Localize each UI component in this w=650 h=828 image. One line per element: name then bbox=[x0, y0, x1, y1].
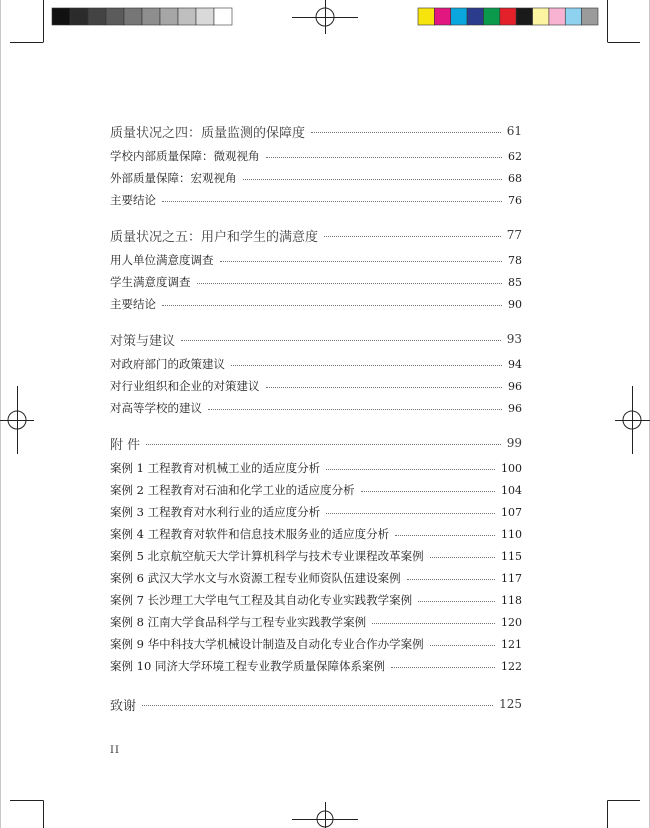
dot-leader bbox=[311, 132, 501, 133]
color-swatch bbox=[533, 8, 549, 25]
toc-entry bbox=[110, 655, 522, 677]
toc-entry-page: 96 bbox=[508, 379, 522, 393]
gray-swatch bbox=[52, 8, 70, 25]
crop-mark-bottom-right bbox=[608, 801, 641, 828]
crop-mark-bottom-left bbox=[10, 801, 44, 828]
toc-entry bbox=[110, 523, 522, 545]
toc-section bbox=[110, 432, 522, 677]
toc-entry-page: 121 bbox=[501, 637, 522, 651]
toc-entry bbox=[110, 457, 522, 479]
toc-entry-title: 用人单位满意度调查 bbox=[110, 253, 214, 267]
toc-entry-page: 100 bbox=[501, 461, 522, 475]
toc-entry-title: 主要结论 bbox=[110, 193, 156, 207]
toc-heading-page: 77 bbox=[506, 228, 522, 242]
toc-entry-page: 78 bbox=[508, 253, 522, 267]
gray-swatch bbox=[178, 8, 196, 25]
toc-heading bbox=[110, 224, 522, 246]
toc-entry-page: 76 bbox=[508, 193, 522, 207]
toc-entry-title: 案例 6 武汉大学水文与水资源工程专业师资队伍建设案例 bbox=[110, 571, 401, 585]
toc-heading bbox=[110, 432, 522, 454]
toc-entry-title: 主要结论 bbox=[110, 297, 156, 311]
dot-leader bbox=[372, 623, 495, 624]
gray-swatch bbox=[160, 8, 178, 25]
dot-leader bbox=[430, 557, 495, 558]
toc-entry-page: 94 bbox=[508, 357, 522, 371]
toc-acknowledgement bbox=[110, 693, 522, 715]
toc-entry bbox=[110, 353, 522, 375]
color-swatch bbox=[451, 8, 467, 25]
toc-section bbox=[110, 120, 522, 211]
toc-entry bbox=[110, 545, 522, 567]
gray-swatch bbox=[214, 8, 232, 25]
toc-entry-title: 案例 8 江南大学食品科学与工程专业实践教学案例 bbox=[110, 615, 367, 629]
toc-entry bbox=[110, 567, 522, 589]
toc-entry-title: 案例 3 工程教育对水利行业的适应度分析 bbox=[110, 505, 321, 519]
toc-entry bbox=[110, 249, 522, 271]
toc-entry-page: 120 bbox=[501, 615, 522, 629]
dot-leader bbox=[266, 157, 503, 158]
dot-leader bbox=[197, 283, 503, 284]
dot-leader bbox=[266, 387, 503, 388]
toc-entry-title: 案例 4 工程教育对软件和信息技术服务业的适应度分析 bbox=[110, 527, 390, 541]
toc-entry-title: 案例 9 华中科技大学机械设计制造及自动化专业合作办学案例 bbox=[110, 637, 424, 651]
color-swatch bbox=[500, 8, 516, 25]
dot-leader bbox=[220, 261, 503, 262]
dot-leader bbox=[181, 340, 501, 341]
crop-mark-top-right bbox=[608, 0, 641, 43]
gray-swatch bbox=[196, 8, 214, 25]
toc-entry bbox=[110, 167, 522, 189]
toc-section bbox=[110, 224, 522, 315]
toc-section bbox=[110, 328, 522, 419]
toc-heading-page: 61 bbox=[506, 124, 522, 138]
toc-entry bbox=[110, 271, 522, 293]
registration-mark-right bbox=[615, 386, 650, 454]
color-swatch bbox=[549, 8, 565, 25]
toc-acknowledgement-title: 致谢 bbox=[110, 698, 137, 714]
process-color-bar bbox=[418, 8, 598, 25]
dot-leader bbox=[430, 645, 495, 646]
dot-leader bbox=[391, 667, 495, 668]
toc-heading bbox=[110, 328, 522, 350]
dot-leader bbox=[146, 444, 501, 445]
toc-entry-title: 案例 10 同济大学环境工程专业教学质量保障体系案例 bbox=[110, 659, 385, 673]
toc-entry bbox=[110, 145, 522, 167]
toc-entry-page: 96 bbox=[508, 401, 522, 415]
toc-entry bbox=[110, 501, 522, 523]
registration-mark-top bbox=[292, 0, 358, 34]
dot-leader bbox=[208, 409, 502, 410]
crop-mark-top-left bbox=[10, 0, 44, 43]
toc-entry-title: 对政府部门的政策建议 bbox=[110, 357, 225, 371]
toc-entry-page: 62 bbox=[508, 149, 522, 163]
toc-entry-title: 对行业组织和企业的对策建议 bbox=[110, 379, 260, 393]
gray-swatch bbox=[88, 8, 106, 25]
dot-leader bbox=[407, 579, 495, 580]
dot-leader bbox=[324, 236, 501, 237]
toc-entry bbox=[110, 293, 522, 315]
registration-mark-left bbox=[0, 386, 34, 454]
dot-leader bbox=[395, 535, 495, 536]
toc-entry bbox=[110, 189, 522, 211]
color-swatch bbox=[467, 8, 483, 25]
toc-acknowledgement-page: 125 bbox=[499, 697, 522, 711]
toc-heading-title: 附 件 bbox=[110, 437, 141, 453]
dot-leader bbox=[162, 305, 502, 306]
color-swatch bbox=[483, 8, 499, 25]
color-swatch bbox=[516, 8, 532, 25]
grayscale-color-bar bbox=[52, 8, 232, 25]
toc-entry bbox=[110, 611, 522, 633]
gray-swatch bbox=[106, 8, 124, 25]
dot-leader bbox=[243, 179, 503, 180]
toc-entry bbox=[110, 633, 522, 655]
toc-entry-page: 104 bbox=[501, 483, 522, 497]
dot-leader bbox=[326, 469, 495, 470]
gray-swatch bbox=[124, 8, 142, 25]
toc-entry-title: 学校内部质量保障：微观视角 bbox=[110, 149, 260, 163]
table-of-contents bbox=[110, 120, 522, 718]
color-swatch bbox=[434, 8, 450, 25]
toc-entry-page: 110 bbox=[501, 527, 522, 541]
dot-leader bbox=[142, 705, 493, 706]
color-swatch bbox=[565, 8, 581, 25]
dot-leader bbox=[162, 201, 502, 202]
toc-entry-title: 学生满意度调查 bbox=[110, 275, 191, 289]
toc-entry-title: 案例 7 长沙理工大学电气工程及其自动化专业实践教学案例 bbox=[110, 593, 413, 607]
toc-entry bbox=[110, 479, 522, 501]
toc-entry-title: 外部质量保障：宏观视角 bbox=[110, 171, 237, 185]
toc-entry-title: 对高等学校的建议 bbox=[110, 401, 202, 415]
toc-entry-page: 122 bbox=[501, 659, 522, 673]
toc-entry bbox=[110, 589, 522, 611]
toc-heading-page: 99 bbox=[506, 436, 522, 450]
color-swatch bbox=[582, 8, 598, 25]
dot-leader bbox=[418, 601, 495, 602]
toc-entry bbox=[110, 397, 522, 419]
toc-entry-title: 案例 2 工程教育对石油和化学工业的适应度分析 bbox=[110, 483, 355, 497]
toc-heading-title: 质量状况之五：用户和学生的满意度 bbox=[110, 229, 319, 245]
gray-swatch bbox=[70, 8, 88, 25]
toc-entry-page: 90 bbox=[508, 297, 522, 311]
color-swatch bbox=[418, 8, 434, 25]
toc-heading bbox=[110, 120, 522, 142]
toc-entry-page: 117 bbox=[501, 571, 522, 585]
toc-entry bbox=[110, 375, 522, 397]
toc-entry-title: 案例 1 工程教育对机械工业的适应度分析 bbox=[110, 461, 321, 475]
toc-entry-page: 68 bbox=[508, 171, 522, 185]
toc-entry-title: 案例 5 北京航空航天大学计算机科学与技术专业课程改革案例 bbox=[110, 549, 424, 563]
toc-entry-page: 115 bbox=[501, 549, 522, 563]
toc-entry-page: 85 bbox=[508, 275, 522, 289]
registration-mark-bottom bbox=[292, 802, 358, 828]
toc-heading-title: 质量状况之四：质量监测的保障度 bbox=[110, 125, 306, 141]
toc-entry-page: 107 bbox=[501, 505, 522, 519]
toc-entry-page: 118 bbox=[501, 593, 522, 607]
gray-swatch bbox=[142, 8, 160, 25]
toc-heading-title: 对策与建议 bbox=[110, 333, 176, 349]
dot-leader bbox=[361, 491, 495, 492]
toc-heading-page: 93 bbox=[506, 332, 522, 346]
dot-leader bbox=[326, 513, 495, 514]
dot-leader bbox=[231, 365, 502, 366]
page-number: II bbox=[110, 745, 120, 756]
